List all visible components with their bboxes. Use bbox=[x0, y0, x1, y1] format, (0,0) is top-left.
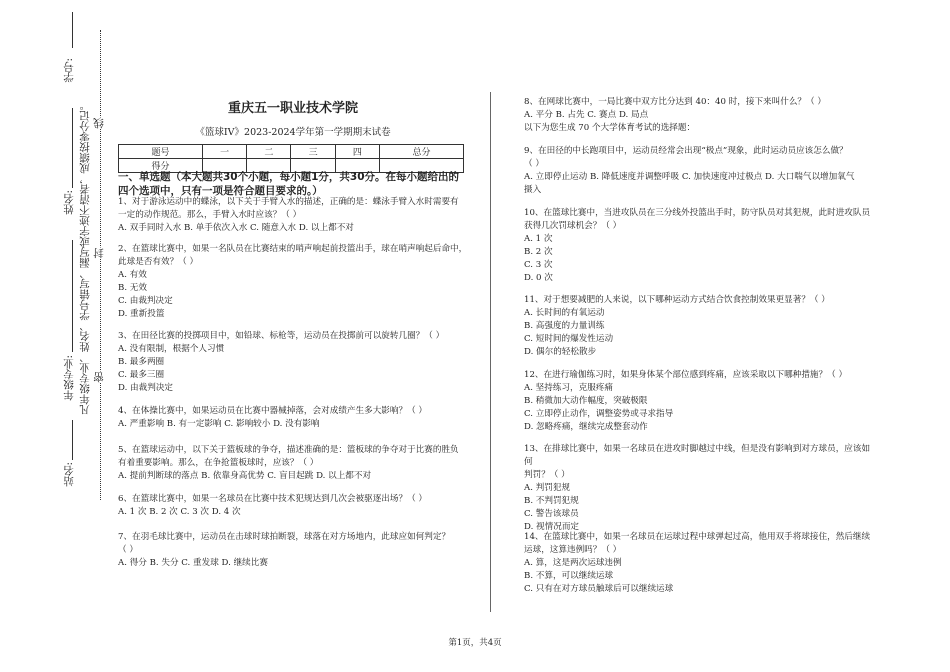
question-item bbox=[118, 196, 478, 235]
answer-option: A. 判罚犯规 bbox=[524, 483, 571, 493]
answer-option: B. 2 次 bbox=[524, 247, 553, 257]
question-text: 7、在羽毛球比赛中，运动员在击球时球拍断裂，球落在对方场地内，此球应如何判定？ bbox=[118, 532, 451, 542]
answer-option: A. 得分 B. 失分 C. 重发球 D. 继续比赛 bbox=[118, 558, 268, 568]
score-header-cell: 一 bbox=[203, 145, 247, 159]
label-student-id: 学号: bbox=[63, 58, 75, 83]
label-grade-major: 年级专业: bbox=[63, 355, 75, 401]
answer-option: A. 有效 bbox=[118, 270, 147, 280]
question-text: 10、在篮球比赛中，当进攻队员在三分线外投篮出手时，防守队员对其犯规，此时进攻队员 bbox=[524, 208, 871, 218]
answer-option: C. 警告该球员 bbox=[524, 509, 579, 519]
question-item bbox=[118, 243, 478, 321]
question-text: 14、在篮球比赛中，如果一名球员在运球过程中球弹起过高，他用双手将球接住，然后继续 bbox=[524, 532, 871, 542]
seal-dashed-line bbox=[100, 30, 101, 500]
school-title: 重庆五一职业技术学院 bbox=[227, 101, 358, 116]
answer-option: C. 短时间的爆发性运动 bbox=[524, 334, 614, 344]
question-item bbox=[118, 405, 478, 431]
question-text: 有着重要影响。那么，在争抢篮板球时，应该？（ ） bbox=[118, 458, 319, 468]
exam-notice: 凡年级专业、姓名、学号错写、漏写或字迹不清者，成绩按零分记。 bbox=[79, 100, 91, 415]
question-text: 此球是否有效？（ ） bbox=[118, 257, 199, 267]
answer-option: B. 稍微加大动作幅度，突破极限 bbox=[524, 396, 648, 406]
page-footer: 第1页，共4页 bbox=[448, 638, 502, 648]
question-text: 以下为您生成 70 个大学体育考试的选择题： bbox=[524, 123, 696, 133]
question-item bbox=[524, 122, 874, 135]
question-text: （ ） bbox=[118, 545, 138, 555]
label-station: 站名: bbox=[63, 462, 75, 487]
question-text: 判罚？（ ） bbox=[524, 470, 570, 480]
answer-option: B. 不算，可以继续运球 bbox=[524, 571, 614, 581]
question-text: 一定的动作规范。那么，手臂入水时应该？（ ） bbox=[118, 210, 302, 220]
answer-option: C. 3 次 bbox=[524, 260, 553, 270]
question-text: 11、对于想要减肥的人来说，以下哪种运动方式结合饮食控制效果更显著？（ ） bbox=[524, 295, 830, 305]
answer-option: A. 严重影响 B. 有一定影响 C. 影响较小 D. 没有影响 bbox=[118, 419, 320, 429]
field-line-station bbox=[72, 420, 73, 460]
question-item bbox=[524, 145, 874, 197]
answer-option: A. 双手同时入水 B. 单手依次入水 C. 随意入水 D. 以上都不对 bbox=[118, 223, 354, 233]
answer-option: B. 最多两圈 bbox=[118, 357, 165, 367]
question-text: 5、在篮球运动中，以下关于篮板球的争夺，描述准确的是：篮板球的争夺对于比赛的胜负 bbox=[118, 445, 459, 455]
question-text: （ ） bbox=[524, 159, 544, 169]
question-item bbox=[524, 369, 874, 434]
question-item bbox=[524, 443, 874, 534]
answer-option: 摄入 bbox=[524, 185, 542, 195]
question-text: 13、在排球比赛中，如果一名球员在进攻时脚越过中线，但是没有影响到对方球员，应该如何 bbox=[524, 444, 871, 467]
answer-option: C. 最多三圈 bbox=[118, 370, 165, 380]
question-text: 4、在体操比赛中，如果运动员在比赛中器械掉落，会对成绩产生多大影响？（ ） bbox=[118, 406, 427, 416]
score-header-cell: 二 bbox=[247, 145, 291, 159]
seal-char-seal: 封 bbox=[93, 248, 105, 259]
question-text: 运球，这算违例吗？（ ） bbox=[524, 545, 622, 555]
question-text: 3、在田径比赛的投掷项目中，如铅球、标枪等，运动员在投掷前可以旋转几圈？（ ） bbox=[118, 331, 445, 341]
answer-option: A. 没有限制，根据个人习惯 bbox=[118, 344, 225, 354]
question-item bbox=[524, 96, 874, 122]
field-line-student-id bbox=[72, 12, 73, 48]
answer-option: A. 提前判断球的落点 B. 依靠身高优势 C. 盲目起跳 D. 以上都不对 bbox=[118, 471, 372, 481]
score-table-header-row bbox=[119, 145, 464, 159]
answer-option: D. 0 次 bbox=[524, 273, 553, 283]
field-line-major bbox=[72, 240, 73, 352]
answer-option: A. 平分 B. 占先 C. 赛点 D. 局点 bbox=[524, 110, 649, 120]
answer-option: B. 高强度的力量训练 bbox=[524, 321, 605, 331]
question-text: 6、在篮球比赛中，如果一名球员在比赛中技术犯规达到几次会被驱逐出场？（ ） bbox=[118, 494, 427, 504]
field-line-name bbox=[72, 108, 73, 188]
score-row-label: 得分 bbox=[119, 159, 203, 173]
answer-option: C. 立即停止动作，调整姿势或寻求指导 bbox=[524, 409, 674, 419]
answer-option: A. 算，这是两次运球违例 bbox=[524, 558, 622, 568]
answer-option: A. 1 次 B. 2 次 C. 3 次 D. 4 次 bbox=[118, 507, 241, 517]
question-item bbox=[118, 330, 478, 395]
score-header-cell: 总分 bbox=[379, 145, 463, 159]
question-text: 9、在田径的中长跑项目中，运动员经常会出现“极点”现象，此时运动员应该怎么做？ bbox=[524, 146, 848, 156]
score-table bbox=[118, 144, 464, 173]
answer-option: D. 偶尔的轻松散步 bbox=[524, 347, 597, 357]
question-item bbox=[118, 493, 478, 519]
question-item bbox=[524, 531, 874, 596]
question-text: 12、在进行瑜伽练习时，如果身体某个部位感到疼痛，应该采取以下哪种措施？（ ） bbox=[524, 370, 848, 380]
column-divider bbox=[490, 92, 491, 612]
seal-char-line: 线 bbox=[93, 118, 105, 129]
answer-option: A. 长时间的有氧运动 bbox=[524, 308, 605, 318]
answer-option: D. 由裁判决定 bbox=[118, 383, 174, 393]
answer-option: A. 1 次 bbox=[524, 234, 553, 244]
answer-option: A. 坚持练习，克服疼痛 bbox=[524, 383, 614, 393]
question-item bbox=[118, 444, 478, 483]
answer-option: A. 立即停止运动 B. 降低速度并调整呼吸 C. 加快速度冲过极点 D. 大口喘气以增加氧气 bbox=[524, 172, 855, 182]
question-item bbox=[118, 531, 478, 570]
score-header-cell: 四 bbox=[335, 145, 379, 159]
score-header-cell: 三 bbox=[291, 145, 335, 159]
question-text: 2、在篮球比赛中，如果一名队员在比赛结束的哨声响起前投篮出手，球在哨声响起后命中， bbox=[118, 244, 468, 254]
label-name: 姓名: bbox=[63, 190, 75, 215]
score-header-cell: 题号 bbox=[119, 145, 203, 159]
seal-char-secret: 密 bbox=[93, 372, 105, 383]
answer-option: C. 只有在对方球员触球后可以继续运球 bbox=[524, 584, 674, 594]
question-item bbox=[524, 294, 874, 359]
answer-option: B. 无效 bbox=[118, 283, 147, 293]
question-text: 获得几次罚球机会？（ ） bbox=[524, 221, 622, 231]
question-text: 1、对于游泳运动中的蝶泳，以下关于手臂入水的描述，正确的是：蝶泳手臂入水时需要有 bbox=[118, 197, 459, 207]
question-item bbox=[524, 207, 874, 285]
answer-option: D. 忽略疼痛，继续完成整套动作 bbox=[524, 422, 648, 432]
answer-option: B. 不判罚犯规 bbox=[524, 496, 579, 506]
section-title: 一、单选题（本大题共30个小题，每小题1分，共30分。在每小题给出的四个选项中，只有一项是符合题目要求的。） bbox=[118, 171, 460, 197]
question-text: 8、在网球比赛中，一局比赛中双方比分达到 40：40 时，接下来叫什么？（ ） bbox=[524, 97, 826, 107]
exam-subtitle: 《篮球IV》2023-2024学年第一学期期末试卷 bbox=[195, 127, 391, 138]
answer-option: D. 重新投篮 bbox=[118, 309, 165, 319]
answer-option: D. 视情况而定 bbox=[524, 522, 580, 532]
binding-margin bbox=[0, 0, 105, 672]
answer-option: C. 由裁判决定 bbox=[118, 296, 173, 306]
